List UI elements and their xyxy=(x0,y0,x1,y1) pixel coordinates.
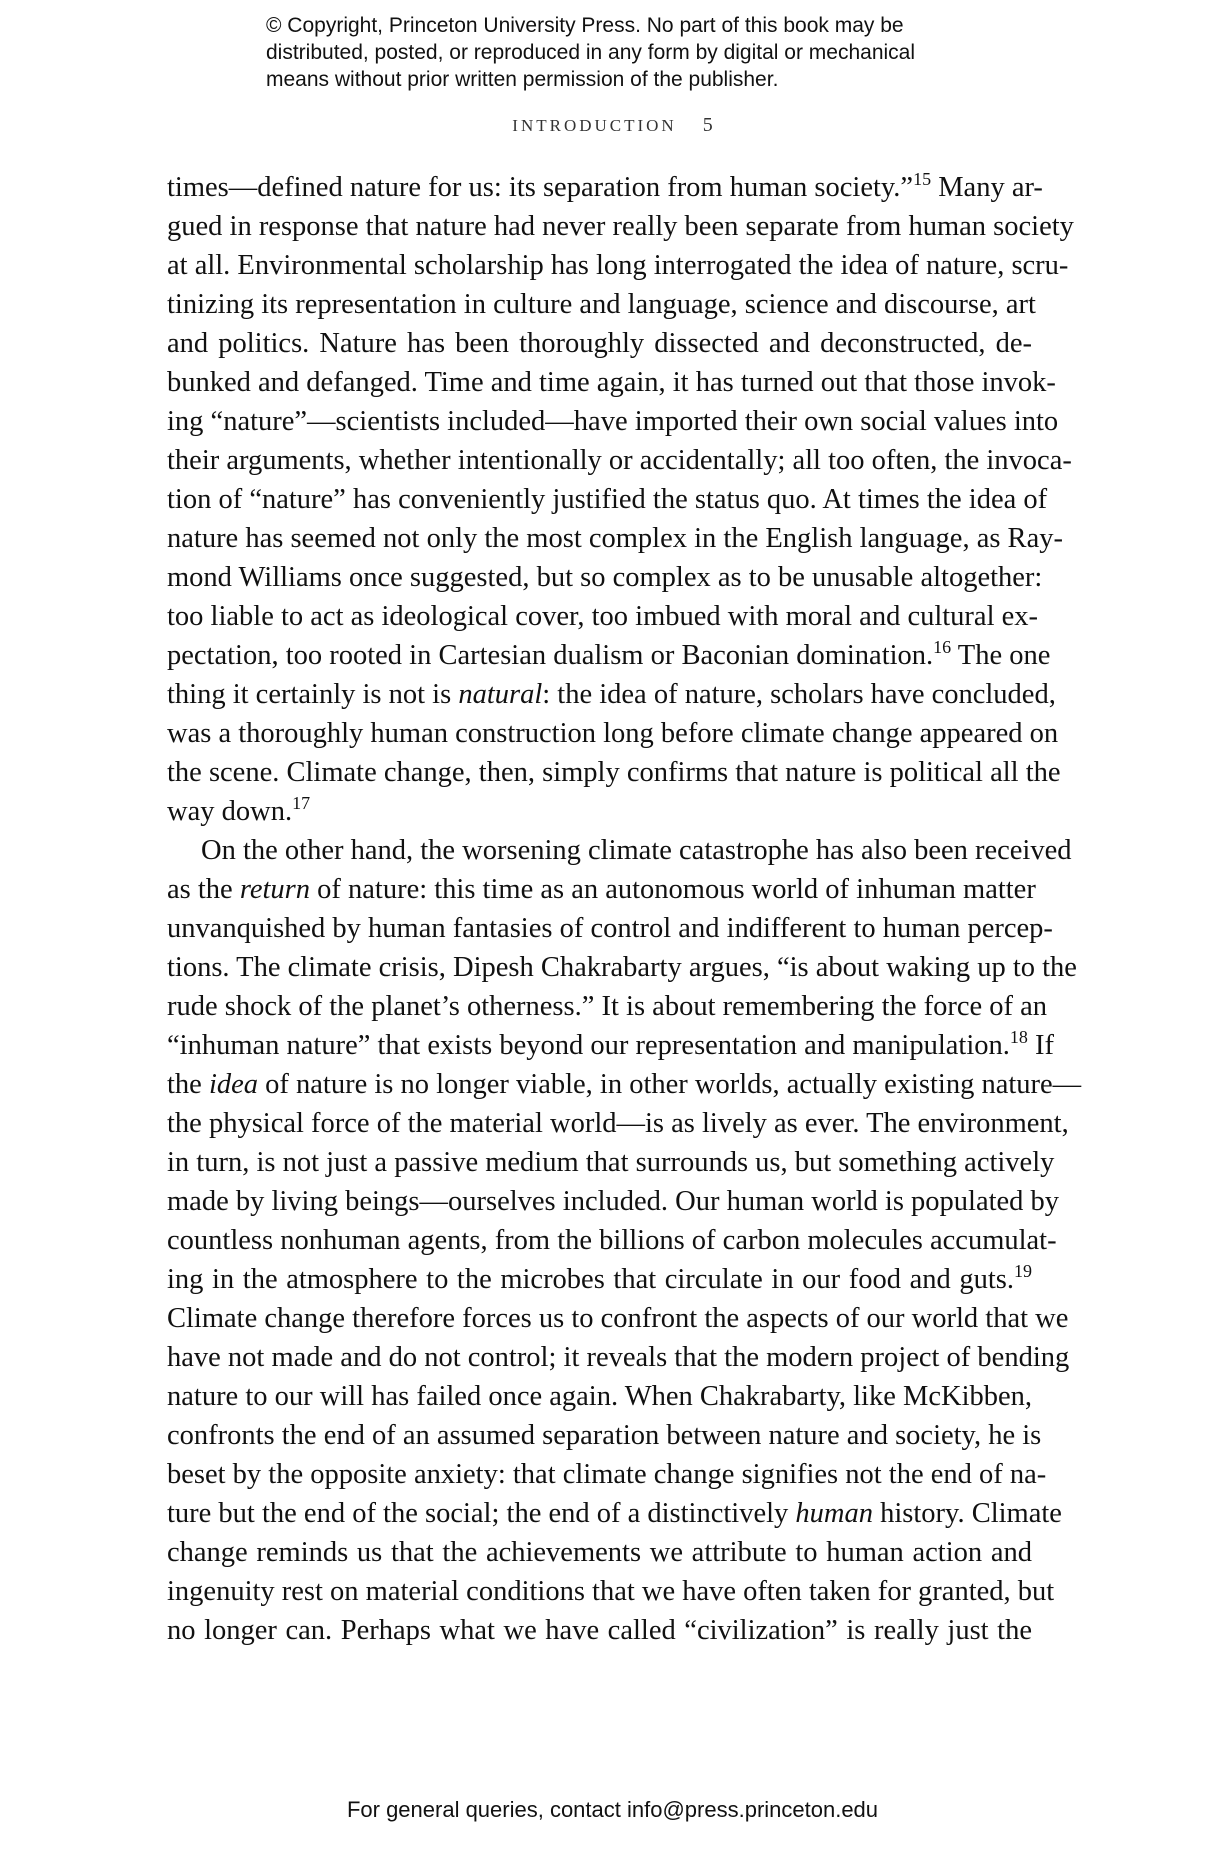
emphasis: return xyxy=(239,874,311,905)
emphasis: natural xyxy=(458,679,543,710)
text-line: way down.$^{17}$ xyxy=(167,793,311,827)
copyright-line: distributed, posted, or reproduced in any form by digital or mechanical xyxy=(266,41,916,64)
body-text xyxy=(167,168,1082,1650)
text-line: and politics. Nature has been thoroughly dissected and deconstructed, de- xyxy=(167,328,1032,359)
text-line: too liable to act as ideological cover, too imbued with moral and cultural ex- xyxy=(167,601,1039,632)
text-line: bunked and defanged. Time and time again, it has turned out that those invok- xyxy=(167,367,1056,398)
text-line: gued in response that nature had never really been separate from human society xyxy=(167,211,1074,242)
text-line: countless nonhuman agents, from the billions of carbon molecules accumulat- xyxy=(167,1225,1057,1256)
footnote-ref: 18 xyxy=(1009,1027,1028,1047)
text-line: tions. The climate crisis, Dipesh Chakrabarty argues, “is about waking up to the xyxy=(167,952,1077,983)
text-line: rude shock of the planet’s otherness.” It is about remembering the force of an xyxy=(167,991,1048,1022)
emphasis: idea xyxy=(208,1069,259,1100)
text-line: change reminds us that the achievements we attribute to human action and xyxy=(167,1537,1032,1568)
text-line: ingenuity rest on material conditions that we have often taken for granted, but xyxy=(167,1576,1055,1607)
footer-contact: For general queries, contact info@press.princeton.edu xyxy=(346,1797,879,1822)
text-line: pectation, too rooted in Cartesian dualism or Baconian domination.$^{16}$ The one xyxy=(167,637,1051,671)
text-line: ture but the end of the social; the end of a distinctively human history. Climate xyxy=(167,1498,1062,1529)
text-line: ing in the atmosphere to the microbes that circulate in our food and guts.$^{19}$ xyxy=(167,1261,1032,1295)
running-head-title: INTRODUCTION xyxy=(512,116,677,135)
copyright-line: © Copyright, Princeton University Press. No part of this book may be xyxy=(266,14,904,37)
footnote-ref: 17 xyxy=(292,793,311,813)
text-line: mond Williams once suggested, but so complex as to be unusable altogether: xyxy=(167,562,1043,593)
footnote-ref: 15 xyxy=(913,169,932,189)
emphasis: human xyxy=(795,1498,873,1529)
text-line: made by living beings—ourselves included. Our human world is populated by xyxy=(167,1186,1060,1217)
text-line: nature has seemed not only the most complex in the English language, as Ray- xyxy=(167,523,1063,554)
text-line: no longer can. Perhaps what we have called “civilization” is really just the xyxy=(167,1615,1032,1646)
copyright-line: means without prior written permission of the publisher. xyxy=(266,68,779,91)
running-head xyxy=(0,114,1225,137)
text-line: their arguments, whether intentionally or accidentally; all too often, the invoca- xyxy=(167,445,1072,476)
text-line: ing “nature”—scientists included—have imported their own social values into xyxy=(167,406,1059,437)
text-line: confronts the end of an assumed separation between nature and society, he is xyxy=(167,1420,1042,1451)
text-line: On the other hand, the worsening climate catastrophe has also been received xyxy=(201,835,1072,866)
text-line: as the return of nature: this time as an autonomous world of inhuman matter xyxy=(167,874,1036,905)
text-line: the scene. Climate change, then, simply confirms that nature is political all the xyxy=(167,757,1061,788)
text-line: at all. Environmental scholarship has long interrogated the idea of nature, scru- xyxy=(167,250,1069,281)
text-line: was a thoroughly human construction long before climate change appeared on xyxy=(167,718,1059,749)
text-line: nature to our will has failed once again. When Chakrabarty, like McKibben, xyxy=(167,1381,1033,1412)
text-line: tion of “nature” has conveniently justified the status quo. At times the idea of xyxy=(167,484,1048,515)
copyright-notice xyxy=(266,12,1026,93)
text-line: the physical force of the material world—is as lively as ever. The environment, xyxy=(167,1108,1069,1139)
text-line: in turn, is not just a passive medium that surrounds us, but something actively xyxy=(167,1147,1055,1178)
text-line: “inhuman nature” that exists beyond our representation and manipulation.$^{18}$ If xyxy=(167,1027,1054,1061)
footnote-ref: 16 xyxy=(933,637,952,657)
text-line: Climate change therefore forces us to confront the aspects of our world that we xyxy=(167,1303,1069,1334)
footnote-ref: 19 xyxy=(1014,1261,1032,1281)
text-line: unvanquished by human fantasies of control and indifferent to human percep- xyxy=(167,913,1053,944)
text-line: times—defined nature for us: its separation from human society.”$^{15}$ Many ar- xyxy=(167,169,1043,203)
text-line: tinizing its representation in culture and language, science and discourse, art xyxy=(167,289,1036,320)
text-line: have not made and do not control; it reveals that the modern project of bending xyxy=(167,1342,1070,1373)
text-line: beset by the opposite anxiety: that climate change signifies not the end of na- xyxy=(167,1459,1047,1490)
text-line: the idea of nature is no longer viable, in other worlds, actually existing nature— xyxy=(167,1069,1082,1100)
text-line: thing it certainly is not is natural: the idea of nature, scholars have concluded, xyxy=(167,679,1056,710)
page-number: 5 xyxy=(702,114,713,136)
